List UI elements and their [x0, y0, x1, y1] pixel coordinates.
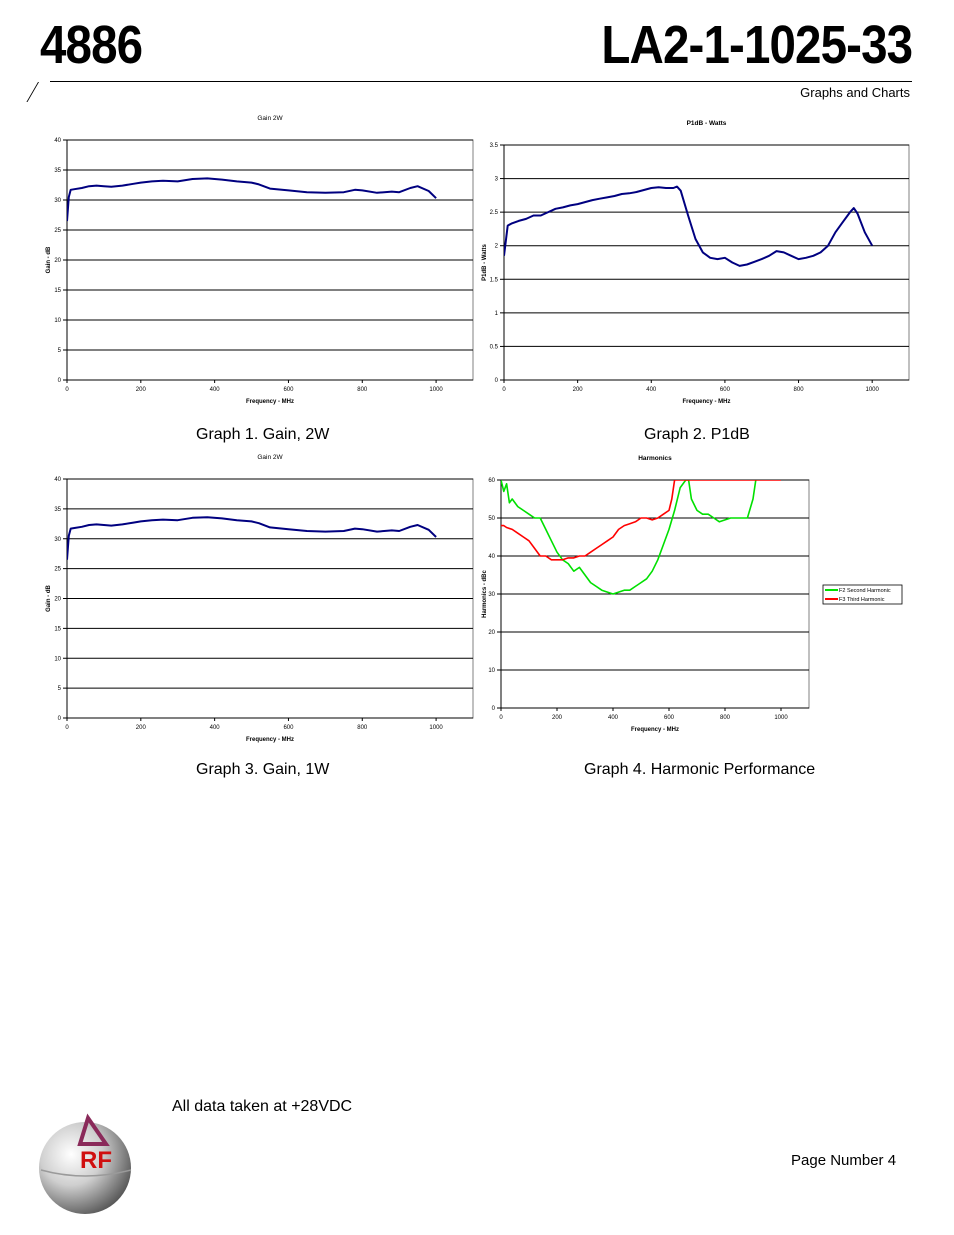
y-tick-label: 30 — [488, 592, 495, 598]
y-tick-label: 15 — [54, 288, 61, 294]
header-rule — [50, 81, 912, 82]
y-tick-label: 0 — [491, 706, 495, 712]
x-tick-label: 400 — [209, 387, 220, 393]
y-tick-label: 50 — [488, 516, 495, 522]
x-tick-label: 0 — [65, 387, 69, 393]
graph1-chart — [40, 110, 480, 410]
x-tick-label: 600 — [283, 387, 294, 393]
page-number: Page Number 4 — [791, 1152, 897, 1169]
graph2-chart — [476, 110, 916, 410]
section-title: Graphs and Charts — [800, 85, 910, 100]
y-tick-label: 5 — [57, 686, 61, 693]
y-tick-label: 10 — [54, 656, 61, 663]
y-tick-label: 2.5 — [489, 210, 498, 217]
x-tick-label: 1000 — [865, 387, 879, 393]
x-tick-label: 800 — [793, 387, 804, 393]
graph4-chart — [476, 448, 916, 748]
x-tick-label: 400 — [209, 725, 220, 731]
y-axis-label: Gain - dB — [46, 246, 52, 274]
graph2-caption: Graph 2. P1dB — [644, 426, 750, 443]
x-tick-label: 600 — [663, 715, 675, 721]
x-tick-label: 1000 — [774, 715, 788, 721]
x-tick-label: 600 — [283, 725, 294, 731]
y-tick-label: 25 — [54, 228, 61, 234]
y-tick-label: 30 — [54, 198, 61, 204]
x-tick-label: 1000 — [429, 387, 443, 393]
y-tick-label: 10 — [488, 668, 495, 674]
x-axis-label: Frequency - MHz — [245, 737, 295, 743]
y-tick-label: 20 — [488, 630, 495, 636]
chart-title: P1dB - Watts — [686, 120, 727, 127]
part-number-left: 4886 — [40, 15, 143, 75]
legend-entry: F2 Second Harmonic — [839, 588, 891, 594]
y-axis-label: Gain - dB — [46, 585, 52, 612]
x-tick-label: 800 — [357, 725, 368, 731]
y-tick-label: 1 — [494, 310, 498, 317]
footer-note: All data taken at +28VDC — [172, 1098, 353, 1115]
x-tick-label: 400 — [646, 387, 657, 393]
header-slash — [26, 82, 39, 102]
x-tick-label: 0 — [65, 725, 69, 731]
x-tick-label: 200 — [135, 725, 146, 731]
chart-title: Gain 2W — [257, 115, 283, 122]
y-axis-label: P1dB - Watts — [482, 244, 488, 281]
plot-area — [504, 145, 909, 380]
y-tick-label: 0 — [57, 378, 61, 384]
y-tick-label: 40 — [54, 138, 61, 144]
y-tick-label: 10 — [54, 318, 61, 324]
x-axis-label: Frequency - MHz — [682, 399, 731, 405]
x-tick-label: 0 — [499, 715, 503, 721]
x-tick-label: 800 — [357, 387, 368, 393]
y-tick-label: 40 — [488, 554, 495, 560]
y-tick-label: 15 — [54, 626, 61, 633]
part-number-right: LA2-1-1025-33 — [601, 15, 912, 75]
x-tick-label: 0 — [502, 387, 506, 393]
y-tick-label: 35 — [54, 506, 61, 513]
y-tick-label: 0.5 — [489, 344, 498, 351]
y-tick-label: 25 — [54, 566, 61, 573]
logo-text: RF — [80, 1147, 112, 1174]
graph4-caption: Graph 4. Harmonic Performance — [584, 761, 816, 778]
chart-title: Harmonics — [638, 455, 672, 462]
legend-entry: F3 Third Harmonic — [839, 597, 885, 603]
y-tick-label: 0 — [494, 378, 498, 384]
y-tick-label: 2 — [494, 243, 498, 250]
y-tick-label: 5 — [57, 348, 61, 354]
x-tick-label: 1000 — [429, 725, 443, 731]
graph3-caption: Graph 3. Gain, 1W — [196, 761, 330, 778]
x-axis-label: Frequency - MHz — [245, 399, 295, 405]
x-tick-label: 600 — [719, 387, 730, 393]
y-tick-label: 60 — [488, 478, 495, 484]
x-axis-label: Frequency - MHz — [630, 727, 680, 733]
y-tick-label: 20 — [54, 596, 61, 603]
graph3-chart — [40, 448, 480, 748]
x-tick-label: 800 — [719, 715, 731, 721]
chart-title: Gain 2W — [257, 454, 283, 461]
x-tick-label: 200 — [551, 715, 563, 721]
y-tick-label: 35 — [54, 168, 61, 174]
y-tick-label: 0 — [57, 716, 61, 722]
x-tick-label: 200 — [135, 387, 146, 393]
y-axis-label: Harmonics - dBc — [482, 570, 488, 618]
x-tick-label: 400 — [607, 715, 619, 721]
x-tick-label: 200 — [572, 387, 583, 393]
y-tick-label: 3 — [494, 176, 498, 183]
y-tick-label: 40 — [54, 477, 61, 483]
company-logo — [38, 1112, 138, 1214]
y-tick-label: 3.5 — [489, 143, 498, 149]
y-tick-label: 20 — [54, 258, 61, 264]
graph1-caption: Graph 1. Gain, 2W — [196, 426, 330, 443]
y-tick-label: 1.5 — [489, 277, 498, 284]
y-tick-label: 30 — [54, 536, 61, 543]
